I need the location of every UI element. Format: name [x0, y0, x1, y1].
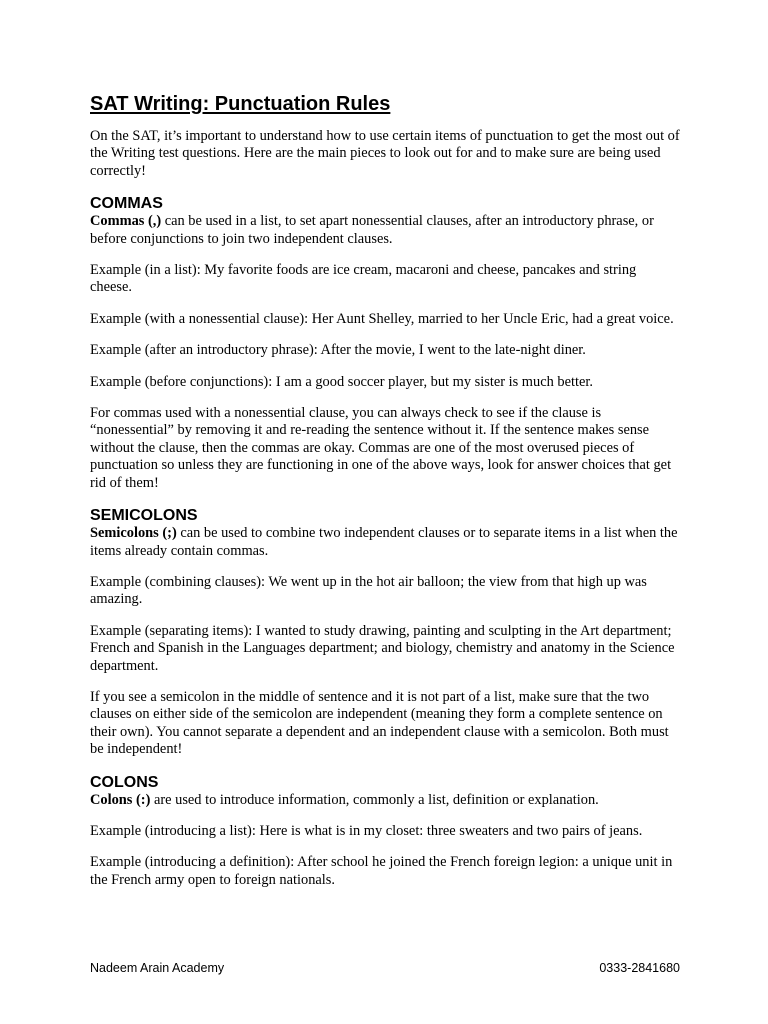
note-paragraph: For commas used with a nonessential clause, you can always check to see if the clause is “nonessential” by removing it and re-reading the sentence without it. If the sentence makes sense without the clause, then the commas are okay. Commas are one of the most overused pieces of punctuation so unless they are functioning in one of the above ways, look for answer choices that get rid of them! — [90, 405, 672, 491]
section-colons — [90, 773, 680, 890]
term: Commas (,) — [90, 213, 162, 230]
definition: can be used to combine two independent clauses or to separate items in a list when the items already contain commas. — [90, 525, 678, 559]
definition: are used to introduce information, commonly a list, definition or explanation. — [150, 791, 599, 808]
example-paragraph: Example (introducing a list): Here is what is in my closet: three sweaters and two pairs of jeans. — [90, 822, 643, 839]
section-heading: COLONS — [90, 773, 159, 791]
definition-paragraph — [90, 525, 680, 560]
section-semicolons — [90, 506, 680, 758]
note-paragraph: If you see a semicolon in the middle of sentence and it is not part of a list, make sure that the two clauses on either side of the semicolon are independent (meaning they form a complete sentence on their own). You cannot separate a dependent and an independent clause with a semicolon. Both must be independent! — [90, 688, 669, 758]
example-paragraph: Example (introducing a definition): After school he joined the French foreign legion: a unique unit in the French army open to foreign nationals. — [90, 854, 673, 888]
example-paragraph: Example (combining clauses): We went up in the hot air balloon; the view from that high up was amazing. — [90, 573, 647, 608]
page-footer — [90, 960, 680, 976]
document-body — [90, 92, 680, 903]
definition-paragraph — [90, 213, 680, 248]
example-paragraph: Example (separating items): I wanted to study drawing, painting and sculpting in the Art department; French and Spanish in the Languages department; and biology, chemistry and anatomy in the Science department. — [90, 622, 675, 674]
page-title: SAT Writing: Punctuation Rules — [90, 93, 391, 115]
section-heading: COMMAS — [90, 195, 163, 213]
term: Colons (:) — [90, 791, 151, 808]
term: Semicolons (;) — [90, 525, 177, 542]
example-paragraph: Example (with a nonessential clause): Her Aunt Shelley, married to her Uncle Eric, had a great voice. — [90, 310, 674, 327]
example-paragraph: Example (before conjunctions): I am a good soccer player, but my sister is much better. — [90, 373, 593, 390]
intro-paragraph: On the SAT, it’s important to understand how to use certain items of punctuation to get the most out of the Writing test questions. Here are the main pieces to look out for and to make sure are being used correctly! — [90, 128, 680, 179]
definition: can be used in a list, to set apart nonessential clauses, after an introductory phrase, or before conjunctions to join two independent clauses. — [90, 213, 654, 247]
example-paragraph: Example (in a list): My favorite foods are ice cream, macaroni and cheese, pancakes and string cheese. — [90, 262, 637, 296]
section-commas — [90, 194, 680, 492]
section-heading: SEMICOLONS — [90, 507, 198, 525]
footer-academy-name: Nadeem Arain Academy — [90, 961, 225, 975]
definition-paragraph — [90, 792, 680, 809]
example-paragraph: Example (after an introductory phrase): After the movie, I went to the late-night diner. — [90, 342, 586, 359]
footer-phone-number: 0333-2841680 — [599, 961, 680, 975]
